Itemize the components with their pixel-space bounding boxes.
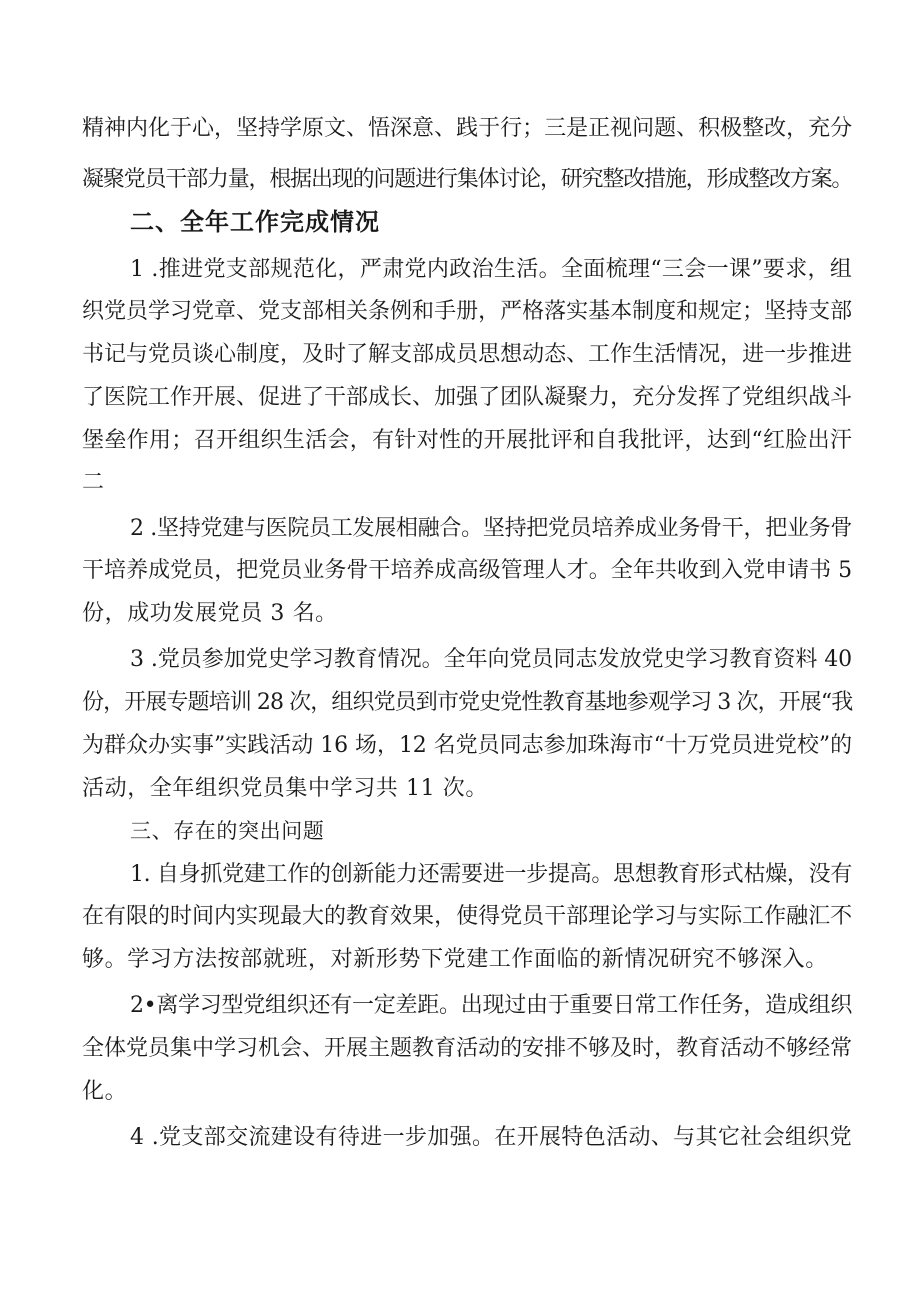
body-text-line: 了医院工作开展、促进了干部成长、加强了团队凝聚力，充分发挥了党组织战斗 xyxy=(82,385,852,410)
body-text-line: 份，成功发展党员 3 名。 xyxy=(82,601,338,626)
paragraph-first-line: 2•离学习型党组织还有一定差距。出现过由于重要日常工作任务，造成组织 xyxy=(130,993,852,1018)
body-text-line: 堡垒作用；召开组织生活会，有针对性的开展批评和自我批评，达到“红脸出汗 xyxy=(82,428,852,453)
body-text-line: 活动，全年组织党员集中学习共 11 次。 xyxy=(82,776,488,801)
paragraph-first-line: 1 .推进党支部规范化，严肃党内政治生活。全面梳理“三会一课”要求，组 xyxy=(130,257,852,282)
body-text-line: 份，开展专题培训 28 次，组织党员到市党史党性教育基地参观学习 3 次，开展“我 xyxy=(82,690,853,715)
body-text-line: 织党员学习党章、党支部相关条例和手册，严格落实基本制度和规定；坚持支部 xyxy=(82,299,852,324)
body-text-line: 干培养成党员，把党员业务骨干培养成高级管理人才。全年共收到入党申请书 5 xyxy=(82,558,852,583)
section-heading: 二、全年工作完成情况 xyxy=(130,208,380,236)
body-text-line: 化。 xyxy=(82,1079,128,1104)
paragraph-first-line: 3 .党员参加党史学习教育情况。全年向党员同志发放党史学习教育资料 40 xyxy=(130,647,852,672)
body-text-line: 全体党员集中学习机会、开展主题教育活动的安排不够及时，教育活动不够经常 xyxy=(82,1036,852,1061)
body-text-line: 精神内化于心，坚持学原文、悟深意、践于行；三是正视问题、积极整改，充分 xyxy=(82,116,852,141)
paragraph-first-line: 2 .坚持党建与医院员工发展相融合。坚持把党员培养成业务骨干，把业务骨 xyxy=(130,516,852,541)
body-text-line: 书记与党员谈心制度，及时了解支部成员思想动态、工作生活情况，进一步推进 xyxy=(82,342,852,367)
body-text-line: 够。学习方法按部就班，对新形势下党建工作面临的新情况研究不够深入。 xyxy=(82,947,828,972)
body-text-line: 为群众办实事”实践活动 16 场，12 名党员同志参加珠海市“十万党员进党校”的 xyxy=(82,733,852,758)
body-text-line: 二 xyxy=(82,470,105,495)
paragraph-first-line: 4 .党支部交流建设有待进一步加强。在开展特色活动、与其它社会组织党 xyxy=(130,1125,852,1150)
body-text-line: 在有限的时间内实现最大的教育效果，使得党员干部理论学习与实际工作融汇不 xyxy=(82,904,852,929)
paragraph-first-line: 1. 自身抓党建工作的创新能力还需要进一步提高。思想教育形式枯燥，没有 xyxy=(130,862,852,887)
body-text-line: 凝聚党员干部力量，根据出现的问题进行集体讨论，研究整改措施，形成整改方案。 xyxy=(82,167,852,192)
section-heading: 三、存在的突出问题 xyxy=(130,819,325,843)
